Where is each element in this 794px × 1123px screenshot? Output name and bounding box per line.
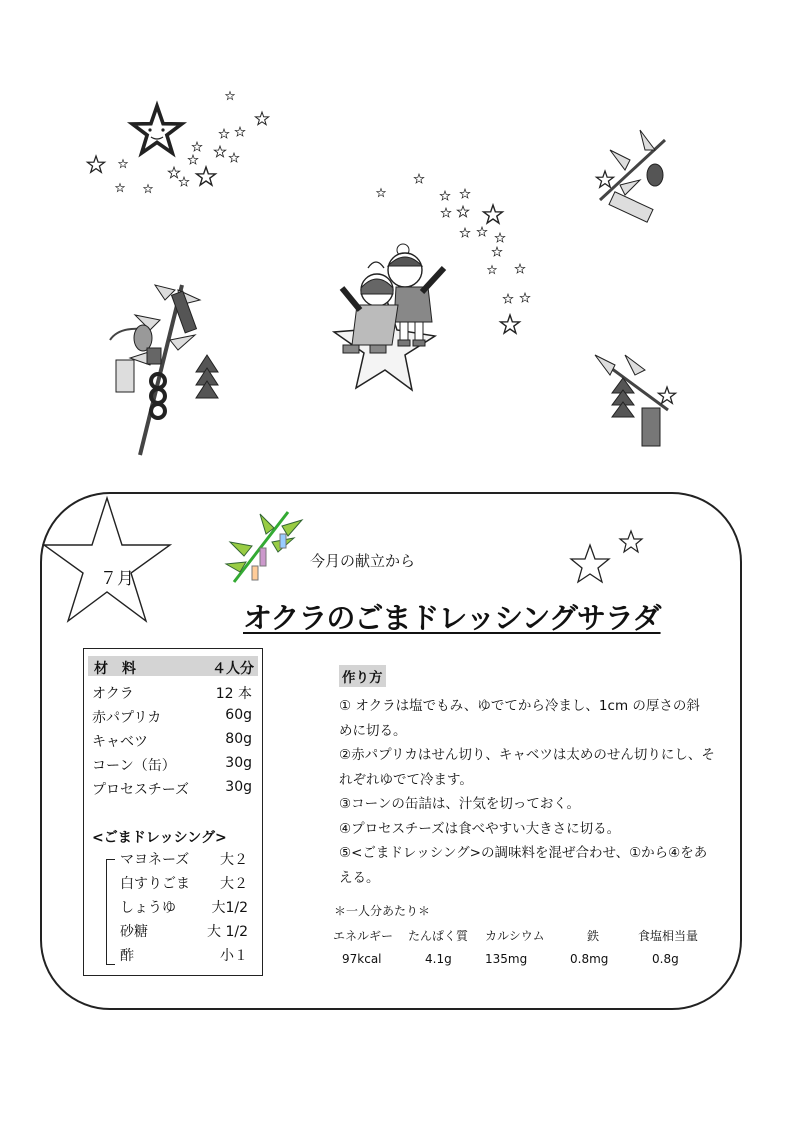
ingredient-qty: 12 本: [215, 686, 252, 702]
dressing-row: [120, 897, 248, 919]
bamboo-decoration-icon: [596, 130, 665, 222]
dressing-qty: 大 1/2: [207, 924, 248, 940]
nutrition-header: 食塩相当量: [638, 929, 699, 943]
dressing-name: 白すりごま: [120, 876, 190, 892]
ingredient-qty: 80g: [225, 731, 252, 747]
ingredient-row: [92, 683, 252, 705]
dressing-name: マヨネーズ: [120, 852, 190, 868]
ingredients-header-label: 材 料: [94, 661, 136, 677]
dressing-row: [120, 873, 248, 895]
smiling-star-icon: [132, 106, 181, 153]
method-step: れぞれゆでて冷ます。: [339, 771, 473, 788]
month-label: ７月: [100, 569, 134, 589]
nutrition-value: 0.8g: [652, 952, 679, 966]
method-step: ②赤パプリカはせん切り、キャベツは太めのせん切りにし、そ: [339, 747, 715, 763]
ingredient-qty: 60g: [225, 707, 252, 723]
orihime-hikoboshi-icon: [334, 244, 444, 390]
ingredient-name: オクラ: [92, 686, 134, 702]
recipe-title: オクラのごまドレッシングサラダ: [243, 601, 661, 635]
method-step: めに切る。: [339, 722, 407, 739]
subtitle: 今月の献立から: [310, 552, 416, 570]
ingredient-qty: 30g: [225, 779, 252, 795]
ingredient-row: [92, 731, 252, 753]
nutrition-title: ＊一人分あたり＊: [334, 904, 431, 918]
ingredient-name: 赤パプリカ: [92, 710, 162, 726]
dressing-row: [120, 921, 248, 943]
dressing-name: 酢: [120, 948, 134, 964]
ingredient-name: コーン（缶）: [92, 758, 176, 774]
dressing-row: [120, 849, 248, 871]
month-star-icon: [42, 495, 172, 625]
servings-label: ４人分: [212, 661, 254, 677]
dressing-name: しょうゆ: [120, 900, 176, 916]
method-step: ⑤<ごまドレッシング>の調味料を混ぜ合わせ、①から④をあ: [339, 845, 708, 861]
dressing-qty: 大1/2: [211, 900, 248, 916]
star-icon: [87, 92, 268, 193]
tanabata-illustration: [0, 0, 794, 480]
method-heading: 作り方: [339, 665, 386, 687]
method-section: [339, 665, 731, 890]
dressing-title: <ごまドレッシング>: [92, 830, 227, 846]
bamboo-decoration-icon: [110, 285, 218, 455]
nutrition-header: エネルギー: [333, 929, 394, 943]
dressing-name: 砂糖: [120, 924, 148, 940]
nutrition-value: 4.1g: [425, 952, 452, 966]
dressing-qty: 大２: [220, 876, 248, 892]
nutrition-header: 鉄: [587, 929, 600, 943]
star-icon: [566, 528, 650, 588]
nutrition-value: 135mg: [485, 952, 528, 966]
method-step: ③コーンの缶詰は、汁気を切っておく。: [339, 796, 581, 812]
nutrition-value: 0.8mg: [570, 952, 609, 966]
dressing-row: [120, 945, 248, 967]
ingredient-row: [92, 755, 252, 777]
ingredient-row: [92, 707, 252, 729]
ingredients-header: [88, 656, 258, 676]
method-step: える。: [339, 869, 380, 886]
bamboo-decoration-icon: [222, 506, 308, 586]
ingredients-box: [83, 648, 263, 976]
ingredient-name: キャベツ: [92, 734, 148, 750]
dressing-bracket: [106, 859, 115, 965]
ingredient-row: [92, 779, 252, 801]
nutrition-header: カルシウム: [485, 929, 545, 943]
method-step: ④プロセスチーズは食べやすい大きさに切る。: [339, 820, 621, 837]
ingredient-name: プロセスチーズ: [92, 782, 190, 798]
dressing-qty: 小１: [220, 948, 248, 964]
method-step: ① オクラは塩でもみ、ゆでてから冷まし、1cm の厚さの斜: [339, 698, 700, 714]
dressing-qty: 大２: [220, 852, 248, 868]
nutrition-value: 97kcal: [342, 952, 382, 966]
nutrition-header: たんぱく質: [408, 929, 469, 943]
bamboo-decoration-icon: [595, 355, 676, 446]
ingredient-qty: 30g: [225, 755, 252, 771]
